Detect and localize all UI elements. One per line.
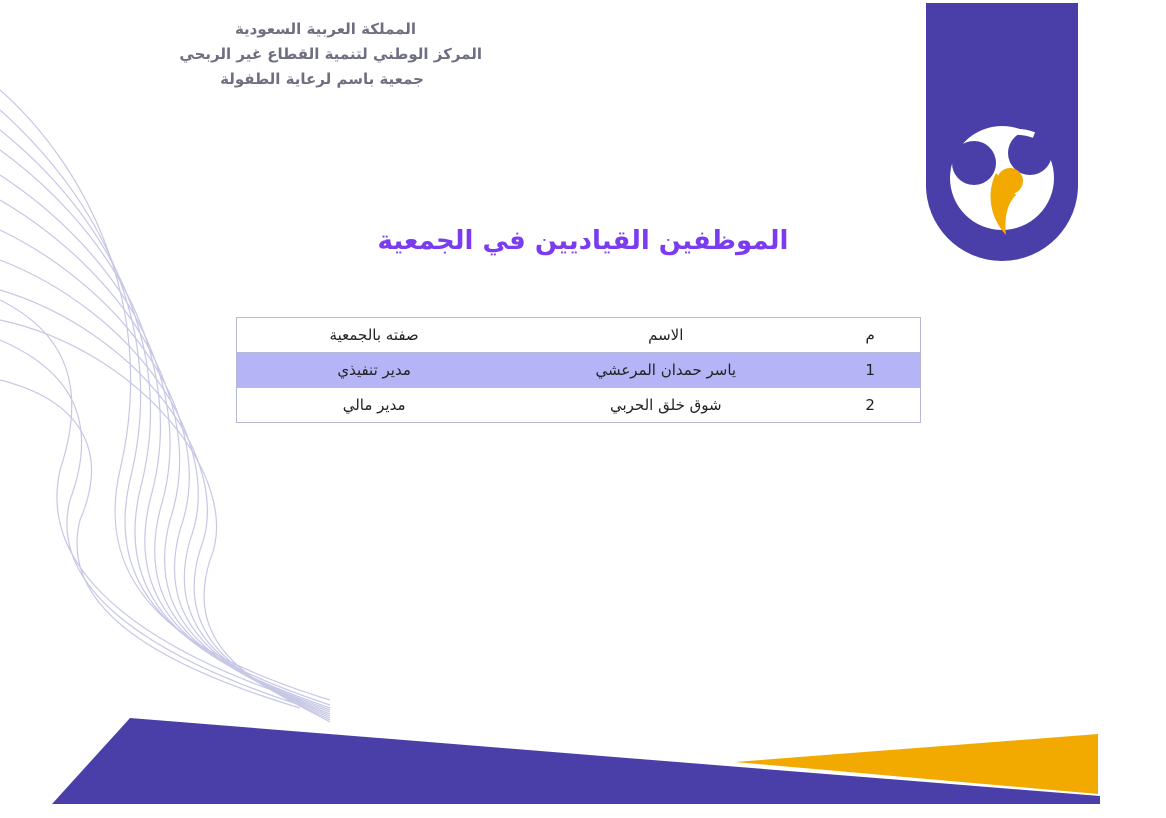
row-role: مدير تنفيذي xyxy=(237,353,512,388)
page-title: الموظفين القياديين في الجمعية xyxy=(377,226,789,256)
table-row xyxy=(237,388,921,423)
header-num: م xyxy=(820,318,920,353)
staff-table xyxy=(236,317,921,423)
table-header-row xyxy=(237,318,921,353)
header-country: المملكة العربية السعودية xyxy=(234,20,416,38)
row-role: مدير مالي xyxy=(237,388,512,423)
row-num: 2 xyxy=(820,388,920,423)
header-role: صفته بالجمعية xyxy=(237,318,512,353)
row-name: ياسر حمدان المرعشي xyxy=(511,353,820,388)
row-name: شوق خلق الحربي xyxy=(511,388,820,423)
header-center: المركز الوطني لتنمية القطاع غير الربحي xyxy=(179,45,482,63)
header-name: الاسم xyxy=(511,318,820,353)
table-row xyxy=(237,353,921,388)
header-association: جمعية باسم لرعاية الطفولة xyxy=(220,70,424,88)
footer-bands xyxy=(0,700,1166,818)
logo-banner xyxy=(926,3,1078,261)
row-num: 1 xyxy=(820,353,920,388)
